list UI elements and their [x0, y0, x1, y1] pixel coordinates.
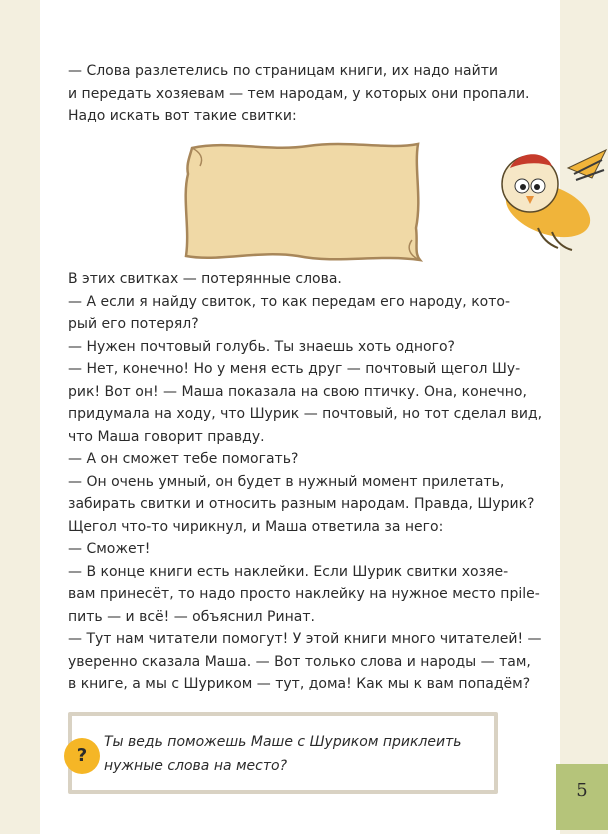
- story-line: — А он сможет тебе помогать?: [68, 451, 299, 467]
- bird-pupil: [534, 184, 540, 190]
- story-paragraph: [68, 516, 540, 539]
- goldfinch-bird-illustration: [478, 138, 608, 268]
- question-mark-icon: ?: [64, 738, 100, 774]
- page-number-tab: [556, 764, 608, 830]
- question-text: [104, 730, 484, 778]
- intro-paragraph: [68, 60, 540, 128]
- story-line: — Тут нам читатели помогут! У этой книги много читателей! —: [68, 631, 542, 647]
- story-line: В этих свитках — потерянные слова.: [68, 271, 342, 287]
- story-paragraph: [68, 291, 540, 336]
- question-line: Ты ведь поможешь Маше с Шуриком приклеить: [104, 734, 462, 750]
- story-line: — Сможет!: [68, 541, 151, 557]
- story-line: пить — и всё! — объяснил Ринат.: [68, 608, 315, 625]
- story-paragraph: [68, 561, 540, 629]
- question-box: [68, 712, 498, 794]
- story-paragraph: [68, 358, 543, 448]
- scroll-shape: [186, 144, 420, 260]
- bird-tail: [568, 150, 606, 178]
- story-line: рый его потерял?: [68, 316, 199, 332]
- story-line: — В конце книги есть наклейки. Если Шурик свитки хозяе-: [68, 563, 509, 580]
- story-line: придумала на ходу, что Шурик — почтовый, но тот сделал вид,: [68, 406, 543, 422]
- story-paragraph: [68, 448, 540, 471]
- story-paragraph: [68, 628, 540, 696]
- story-line: вам принесёт, то надо просто наклейку на нужное место прile-: [68, 586, 540, 602]
- question-line: нужные слова на место?: [104, 758, 288, 774]
- story-line: — Нужен почтовый голубь. Ты знаешь хоть одного?: [68, 338, 455, 355]
- bird-pupil: [520, 184, 526, 190]
- page-number: 5: [576, 780, 588, 801]
- story-line: Щегол что-то чирикнул, и Маша ответила за него:: [68, 518, 444, 535]
- story-paragraph: [68, 336, 540, 359]
- story-line: — Нет, конечно! Но у меня есть друг — почтовый щегол Шу-: [68, 361, 521, 377]
- story-line: рик! Вот он! — Маша показала на свою птичку. Она, конечно,: [68, 383, 527, 400]
- story-paragraph: [68, 538, 540, 561]
- story-line: забирать свитки и относить разным народам. Правда, Шурик?: [68, 496, 535, 512]
- story-line: — Он очень умный, он будет в нужный момент прилетать,: [68, 473, 505, 490]
- intro-line: Надо искать вот такие свитки:: [68, 108, 297, 124]
- intro-line: — Слова разлетелись по страницам книги, их надо найти: [68, 63, 498, 79]
- story-paragraph: [68, 268, 540, 291]
- intro-line: и передать хозяевам — тем народам, у которых они пропали.: [68, 85, 530, 102]
- story-line: что Маша говорит правду.: [68, 428, 265, 445]
- story-line: — А если я найду свиток, то как передам его народу, кото-: [68, 293, 511, 310]
- story-paragraph: [68, 471, 540, 516]
- story-line: в книге, а мы с Шуриком — тут, дома! Как мы к вам попадём?: [68, 676, 531, 692]
- story-line: уверенно сказала Маша. — Вот только слова и народы — там,: [68, 653, 531, 670]
- scroll-illustration: [178, 138, 426, 266]
